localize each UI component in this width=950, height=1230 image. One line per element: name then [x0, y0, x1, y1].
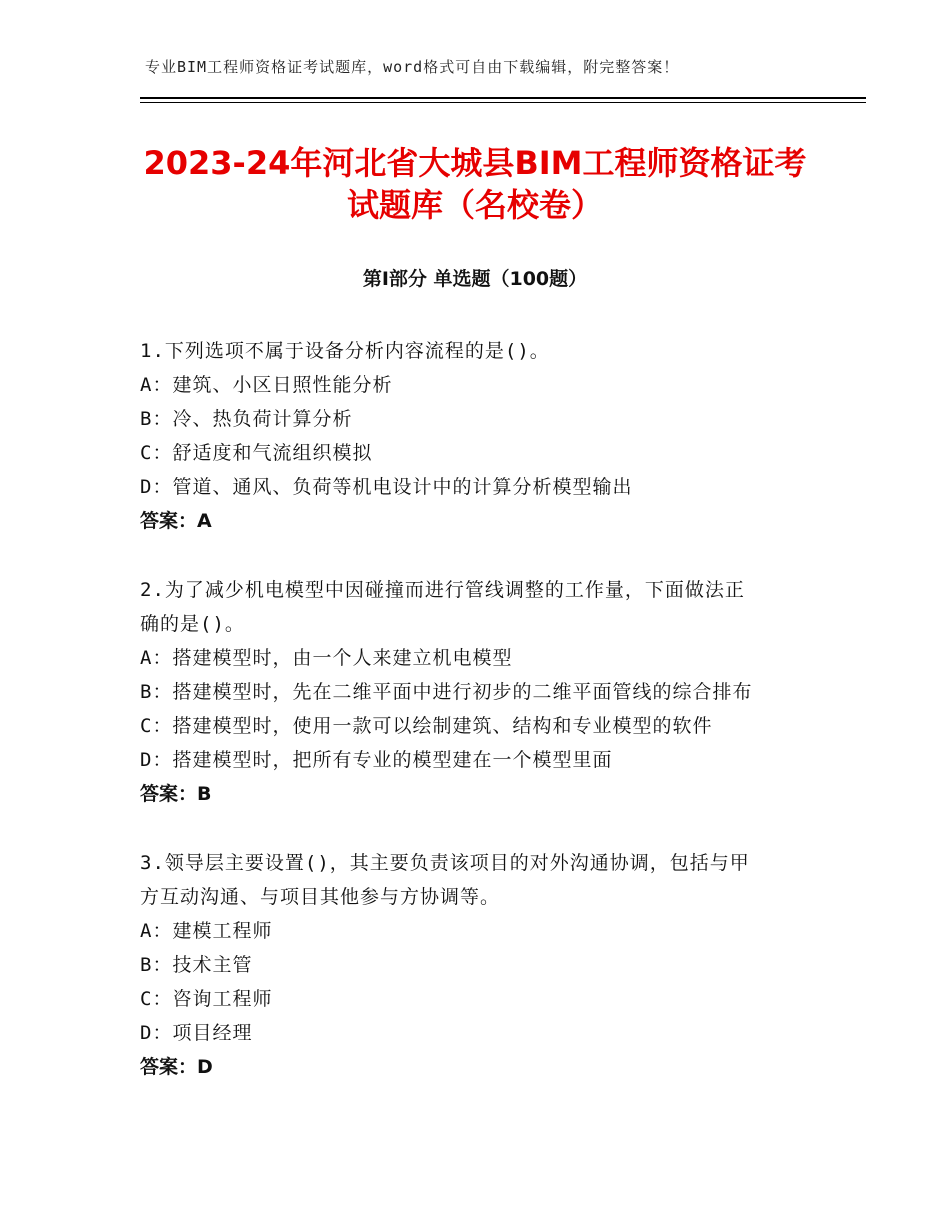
question-2	[140, 573, 820, 811]
option-d: D：管道、通风、负荷等机电设计中的计算分析模型输出	[140, 476, 633, 498]
section-title: 第Ⅰ部分 单选题（100题）	[362, 268, 588, 290]
question-3	[140, 846, 820, 1084]
answer-label: 答案：B	[140, 783, 212, 805]
option-a: A：建模工程师	[140, 920, 273, 942]
option-d: D：项目经理	[140, 1022, 253, 1044]
option-c: C：搭建模型时，使用一款可以绘制建筑、结构和专业模型的软件	[140, 715, 713, 737]
question-stem: 1.下列选项不属于设备分析内容流程的是()。	[140, 340, 550, 362]
header-note: 专业BIM工程师资格证考试题库，word格式可自由下载编辑，附完整答案！	[145, 58, 680, 76]
header-divider-thin	[140, 102, 866, 103]
header-divider-thick	[140, 97, 866, 99]
option-d: D：搭建模型时，把所有专业的模型建在一个模型里面	[140, 749, 613, 771]
option-b: B：冷、热负荷计算分析	[140, 408, 353, 430]
document-title	[140, 142, 810, 226]
option-c: C：咨询工程师	[140, 988, 273, 1010]
question-1	[140, 334, 820, 538]
answer-label: 答案：D	[140, 1056, 213, 1078]
question-stem-continued: 方互动沟通、与项目其他参与方协调等。	[140, 886, 501, 908]
question-stem: 2.为了减少机电模型中因碰撞而进行管线调整的工作量，下面做法正	[140, 579, 745, 601]
question-stem: 3.领导层主要设置()，其主要负责该项目的对外沟通协调，包括与甲	[140, 852, 750, 874]
question-list	[140, 334, 820, 1119]
option-c: C：舒适度和气流组织模拟	[140, 442, 373, 464]
answer-label: 答案：A	[140, 510, 212, 532]
document-title-line-1: 2023-24年河北省大城县BIM工程师资格证考	[143, 144, 807, 182]
option-b: B：搭建模型时，先在二维平面中进行初步的二维平面管线的综合排布	[140, 681, 753, 703]
option-a: A：搭建模型时，由一个人来建立机电模型	[140, 647, 513, 669]
document-title-line-2: 试题库（名校卷）	[346, 186, 603, 224]
option-a: A：建筑、小区日照性能分析	[140, 374, 393, 396]
option-b: B：技术主管	[140, 954, 253, 976]
question-stem-continued: 确的是()。	[140, 613, 245, 635]
